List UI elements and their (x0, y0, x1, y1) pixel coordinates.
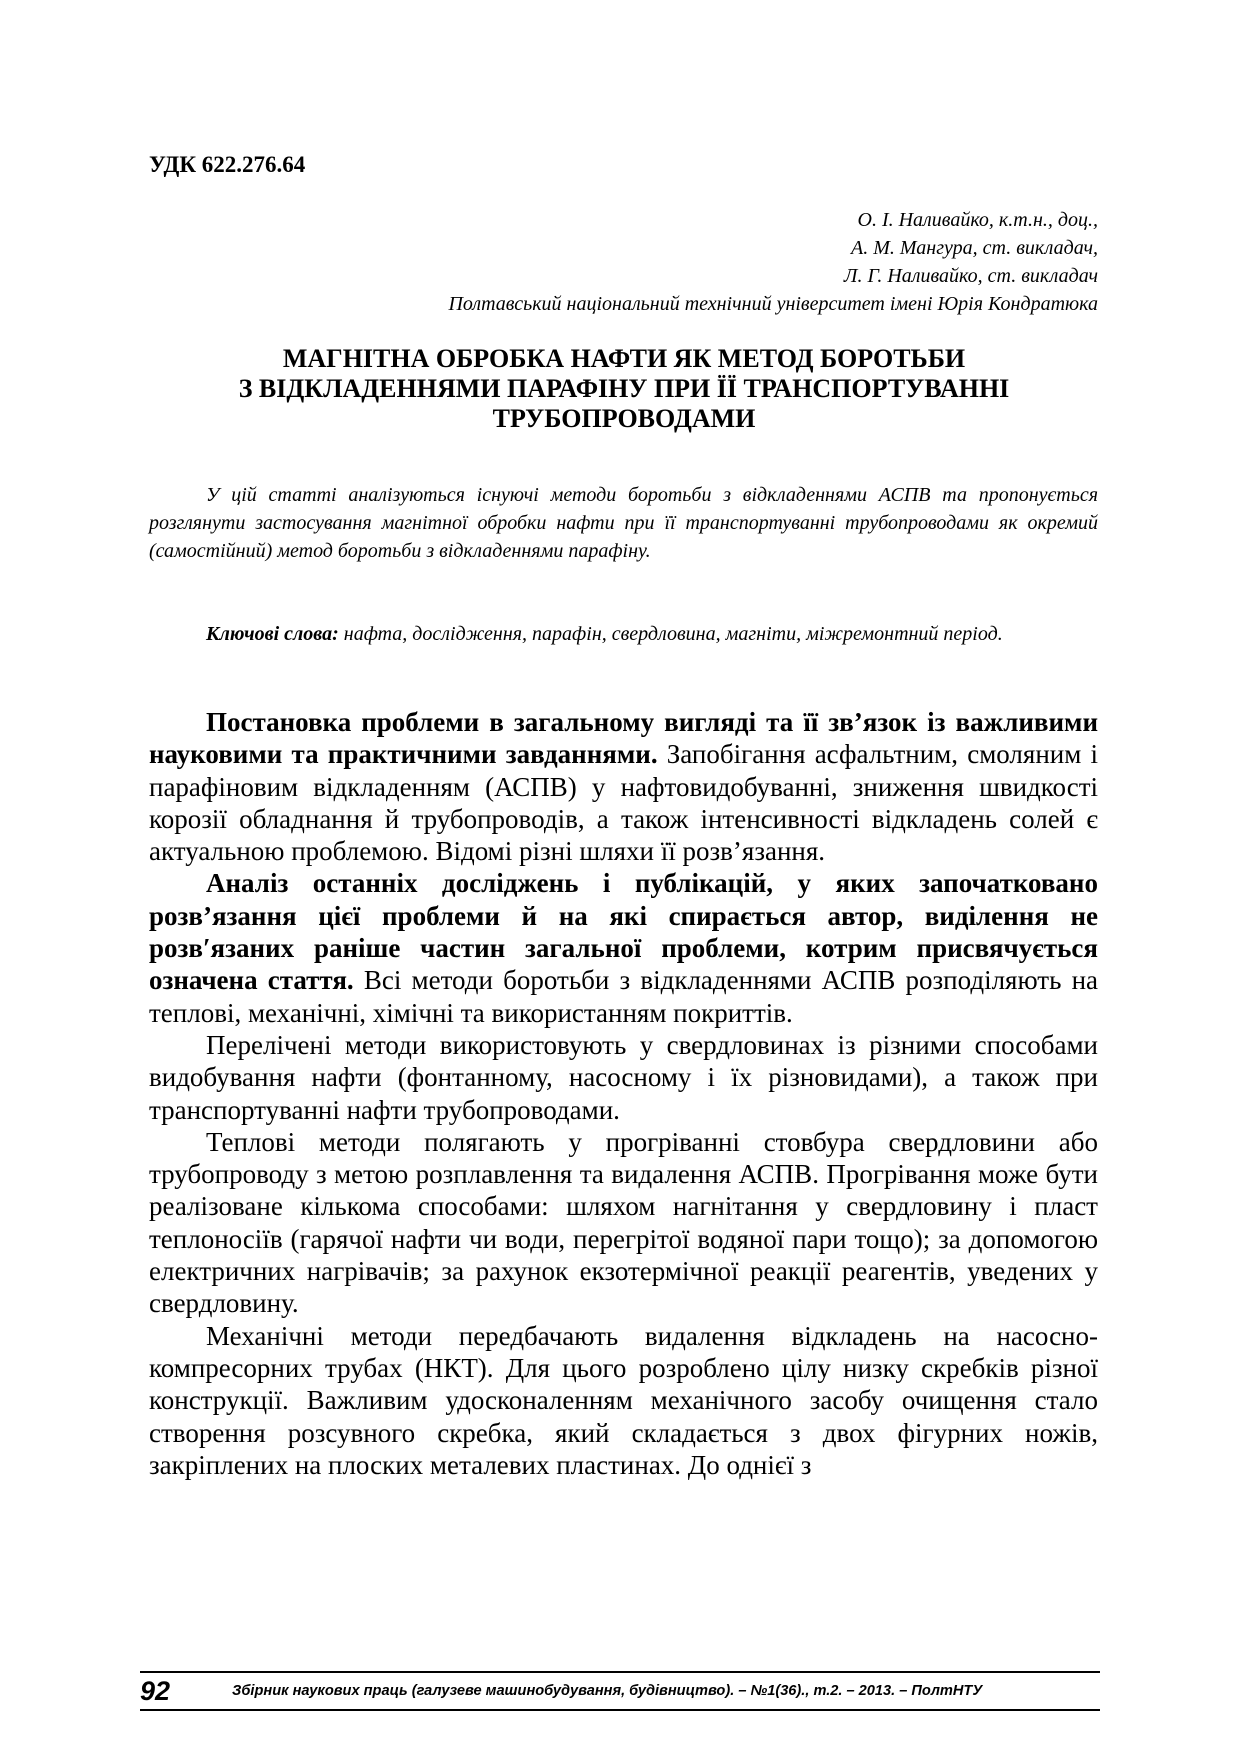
title-line: З ВІДКЛАДЕННЯМИ ПАРАФІНУ ПРИ ЇЇ ТРАНСПОРТУВАННІ (238, 374, 1010, 403)
article-body (149, 706, 1098, 1481)
body-paragraph (149, 867, 1098, 1028)
author-line: Л. Г. Наливайко, ст. викладач (843, 265, 1098, 287)
section-heading-inline: Постановка проблеми в загальному вигляді та її зв’язок із важливими науковими та практичними завданнями. (149, 707, 1098, 770)
author-line: О. І. Наливайко, к.т.н., доц., (857, 209, 1098, 231)
keywords-label: Ключові слова: (206, 623, 339, 645)
abstract: У цій статті аналізуються існуючі методи боротьби з відкладеннями АСПВ та пропонується розглянути застосування магнітної обробки нафти при її транспортуванні трубопроводами як окремий (самостійний) метод боротьби з відкладеннями парафіну. (149, 484, 1098, 562)
keywords (149, 620, 1098, 648)
article-title (149, 344, 1099, 434)
author-line: А. М. Мангура, ст. викладач, (851, 237, 1098, 259)
paragraph-text: Запобігання асфальтним, смоляним і парафіновим відкладенням (АСПВ) у нафтовидобуванні, зниження швидкості корозії обладнання й трубопроводів, а також інтенсивності відкладень солей є актуальною проблемою. Відомі різні шляхи її розв’язання. (149, 739, 1098, 867)
author-block (198, 206, 1098, 318)
journal-citation: Збірник наукових праць (галузеве машинобудування, будівництво). – №1(36)., т.2. – 2013. – ПолтНТУ (232, 1683, 983, 1699)
affiliation: Полтавський національний технічний університет імені Юрія Кондратюка (448, 293, 1098, 315)
body-paragraph (149, 706, 1098, 867)
page-footer (140, 1671, 1100, 1711)
paragraph-text: Всі методи боротьби з відкладеннями АСПВ розподіляють на теплові, механічні, хімічні та використанням покриттів. (149, 965, 1099, 1028)
title-line: МАГНІТНА ОБРОБКА НАФТИ ЯК МЕТОД БОРОТЬБИ (282, 344, 966, 373)
keywords-text: нафта, дослідження, парафін, свердловина, магніти, міжремонтний період. (343, 623, 1003, 645)
page-number: 92 (140, 1675, 171, 1706)
section-heading-inline: Аналіз останніх досліджень і публікацій, у яких започатковано розв’язання цієї проблеми й на які спирається автор, виділення не розв′язаних раніше частин загальної проблеми, котрим присвячується означена стаття. (149, 868, 1098, 996)
body-paragraph: Перелічені методи використовують у свердловинах із різними способами видобування нафти (фонтанному, насосному і їх різновидами), а також при транспортуванні нафти трубопроводами. (149, 1029, 1098, 1125)
title-line: ТРУБОПРОВОДАМИ (492, 404, 756, 433)
body-paragraph: Теплові методи полягають у прогріванні стовбура свердловини або трубопроводу з метою розплавлення та видалення АСПВ. Прогрівання може бути реалізоване кількома способами: шляхом нагнітання у свердловину і пласт теплоносіїв (гарячої нафти чи води, перегрітої водяної пари тощо); за допомогою електричних нагрівачів; за рахунок екзотермічної реакції реагентів, уведених у свердловину. (149, 1126, 1098, 1319)
udc-code: УДК 622.276.64 (149, 152, 306, 177)
body-paragraph: Механічні методи передбачають видалення відкладень на насосно-компресорних трубах (НКТ). Для цього розроблено цілу низку скребків різної конструкції. Важливим удосконаленням механічного засобу очищення стало створення розсувного скребка, який складається з двох фігурних ножів, закріплених на плоских металевих пластинах. До однієї з (149, 1320, 1098, 1480)
